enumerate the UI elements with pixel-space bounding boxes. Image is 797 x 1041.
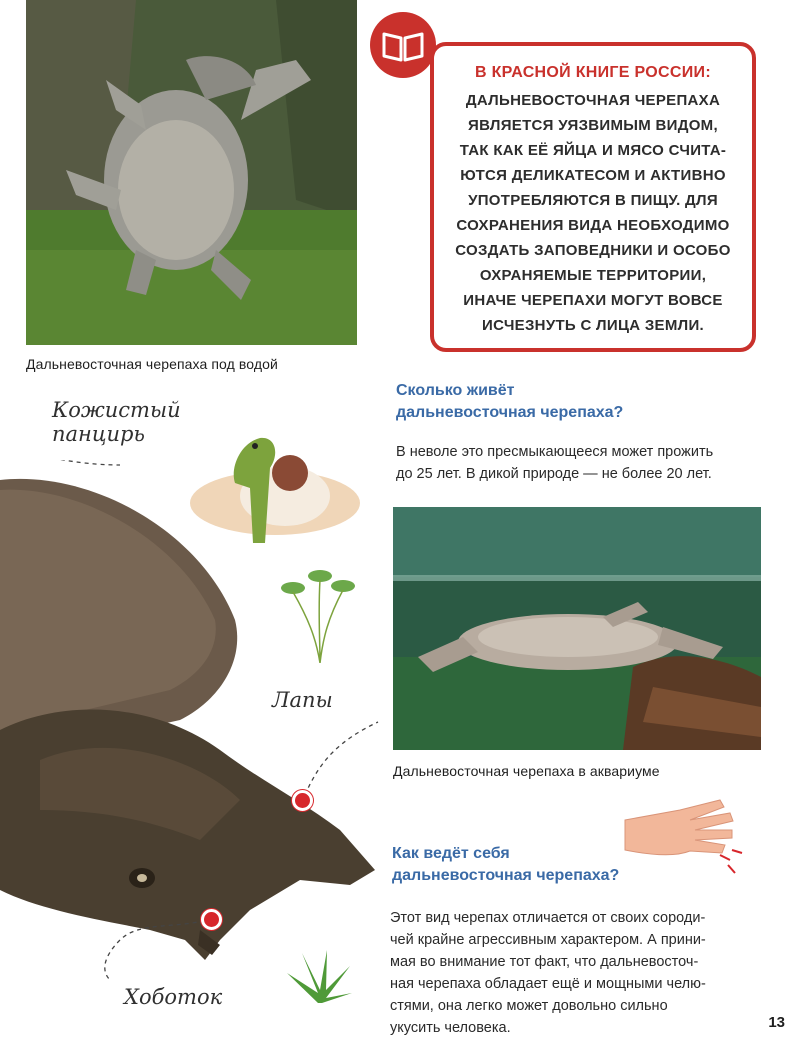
red-book-line: СОЗДАТЬ ЗАПОВЕДНИКИ И ОСОБО <box>455 242 731 259</box>
behavior-heading-line: дальневосточная черепаха? <box>392 867 620 884</box>
grass-icon <box>282 948 354 1003</box>
label-shell-line1: Кожистый <box>52 398 181 422</box>
behavior-text-line: ная черепаха обладает ещё и мощными челю- <box>390 976 706 992</box>
page-number: 13 <box>768 1014 785 1031</box>
photo-caption-underwater: Дальневосточная черепаха под водой <box>26 356 278 372</box>
red-book-line: УПОТРЕБЛЯЮТСЯ В ПИЩУ. ДЛЯ <box>468 192 718 209</box>
lifespan-text-line: В неволе это пресмыкающееся может прожить <box>396 444 714 460</box>
red-book-line: ЮТСЯ ДЕЛИКАТЕСОМ И АКТИВНО <box>460 167 726 184</box>
red-book-line: ИНАЧЕ ЧЕРЕПАХИ МОГУТ ВОВСЕ <box>463 292 723 309</box>
red-book-title: В КРАСНОЙ КНИГЕ РОССИИ: <box>475 64 711 81</box>
red-book-line: ДАЛЬНЕВОСТОЧНАЯ ЧЕРЕПАХА <box>465 92 721 109</box>
label-paws: Лапы <box>272 688 333 712</box>
label-snout: Хоботок <box>124 985 223 1009</box>
red-book-line: ОХРАНЯЕМЫЕ ТЕРРИТОРИИ, <box>479 267 707 284</box>
turtle-underwater-photo <box>26 0 357 345</box>
lifespan-heading-line: дальневосточная черепаха? <box>396 404 624 421</box>
behavior-text-line: чей крайне агрессивным характером. А прини- <box>390 932 706 948</box>
hand-icon <box>620 795 755 875</box>
turtle-aquarium-illustration <box>393 507 761 750</box>
red-book-line: ИСЧЕЗНУТЬ С ЛИЦА ЗЕМЛИ. <box>482 317 704 334</box>
behavior-text-line: стями, она легко может довольно сильно <box>390 998 668 1014</box>
red-book-line: ТАК КАК ЕЁ ЯЙЦА И МЯСО СЧИТА- <box>459 142 727 159</box>
water-plant-icon <box>278 568 358 663</box>
red-book-line: СОХРАНЕНИЯ ВИДА НЕОБХОДИМО <box>456 217 730 234</box>
hatchling-turtle-icon <box>185 428 360 548</box>
turtle-aquarium-photo <box>393 507 761 750</box>
red-book-line: ЯВЛЯЕТСЯ УЯЗВИМЫМ ВИДОМ, <box>468 117 718 134</box>
behavior-text-line: мая во внимание тот факт, что дальневосточ- <box>390 954 699 970</box>
photo-caption-aquarium: Дальневосточная черепаха в аквариуме <box>393 763 660 779</box>
snout-marker-dot <box>201 909 222 930</box>
label-shell-line2: панцирь <box>52 422 145 446</box>
behavior-text-line: укусить человека. <box>390 1020 511 1036</box>
behavior-text-line: Этот вид черепах отличается от своих сороди- <box>390 910 706 926</box>
turtle-underwater-illustration <box>26 0 357 345</box>
red-book-callout <box>430 42 756 352</box>
paws-marker-dot <box>292 790 313 811</box>
book-icon <box>370 12 436 78</box>
behavior-heading-line: Как ведёт себя <box>392 845 510 862</box>
lifespan-text-line: до 25 лет. В дикой природе — не более 20 лет. <box>396 466 712 482</box>
lifespan-heading-line: Сколько живёт <box>396 382 515 399</box>
